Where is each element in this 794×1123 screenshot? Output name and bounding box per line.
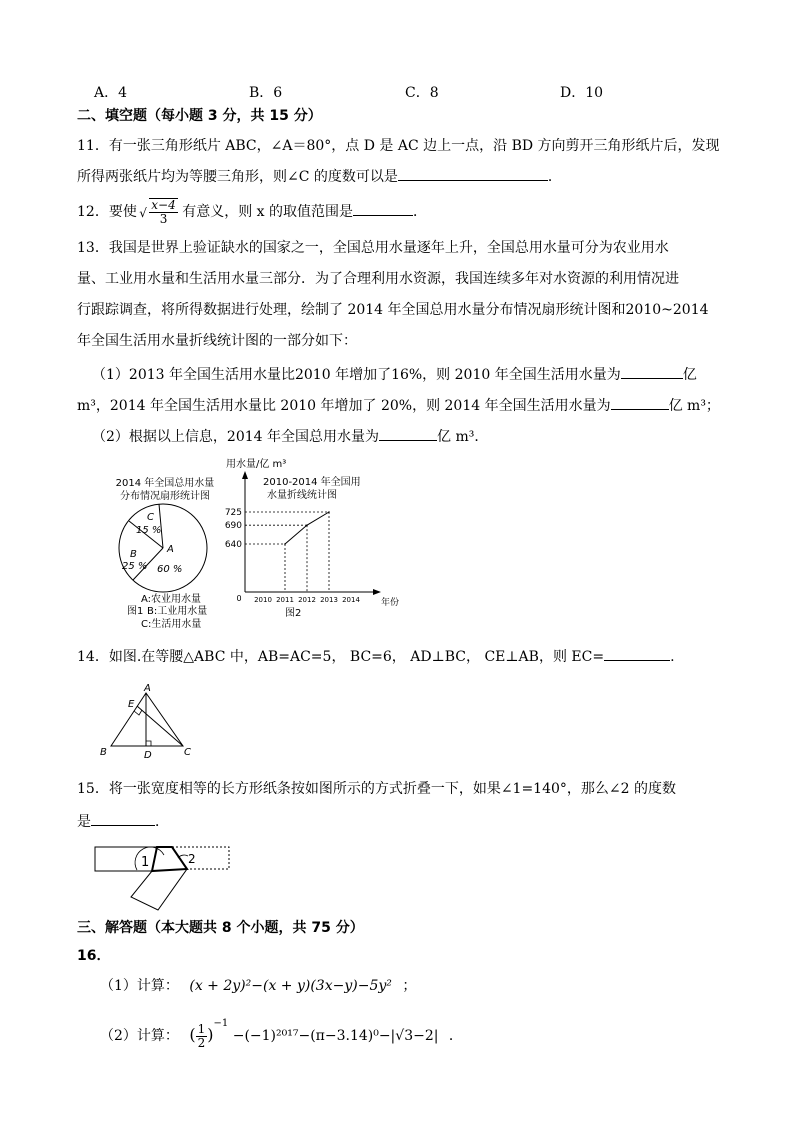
q16-p1-expression: (x + 2y)²−(x + y)(3x−y)−5y² bbox=[189, 978, 392, 994]
legend-b: B:工业用水量 bbox=[147, 606, 208, 617]
pie-label-a: A bbox=[167, 544, 174, 555]
vertex-c-label: C bbox=[184, 747, 191, 758]
q16-p2-fraction bbox=[196, 1023, 208, 1050]
pie-title-line2: 分布情况扇形统计图 bbox=[120, 491, 210, 502]
q15-answer-blank[interactable] bbox=[91, 810, 155, 826]
q12-pre: 12．要使 bbox=[77, 204, 137, 220]
q12-answer-blank[interactable] bbox=[353, 200, 413, 216]
q11-end: ． bbox=[547, 169, 562, 185]
right-angle-mark-d bbox=[146, 741, 151, 746]
angle-1-label: 1 bbox=[141, 855, 150, 870]
option-b: B．6 bbox=[249, 85, 283, 101]
q14-end: . bbox=[670, 649, 675, 665]
q12-end: ． bbox=[413, 204, 427, 220]
y-tick-label-690: 690 bbox=[224, 521, 242, 532]
q12-numerator: x−4 bbox=[151, 198, 176, 212]
q16-part1 bbox=[100, 976, 416, 996]
altitude-ce bbox=[137, 706, 183, 746]
chart-caption: 图2 bbox=[285, 608, 302, 619]
legend-a: A:农业用水量 bbox=[141, 594, 202, 605]
pie-label-b: B bbox=[130, 549, 137, 560]
section3-heading: 三、解答题（本大题共 8 个小题，共 75 分） bbox=[77, 920, 364, 936]
q12-denominator: 3 bbox=[159, 212, 168, 226]
chart-xlabel: 年份 bbox=[381, 598, 400, 608]
x-tick-label-2013: 2013 bbox=[320, 596, 338, 604]
q13-p1-text-c: m³，2014 年全国生活用水量比 2010 年增加了 20%，则 2014 年全国生活用水量为 bbox=[77, 398, 611, 414]
y-tick-label-640: 640 bbox=[224, 540, 242, 550]
q15-end: ． bbox=[155, 814, 169, 830]
data-point-2013 bbox=[328, 511, 330, 513]
option-a: A．4 bbox=[94, 85, 128, 101]
q13-line2: 量、工业用水量和生活用水量三部分．为了合理利用水资源，我国连续多年对水资源的利用情况进 bbox=[77, 271, 679, 287]
q13-p1-text-b: 亿 bbox=[682, 367, 697, 383]
q11-answer-blank[interactable] bbox=[398, 165, 548, 181]
pie-pct-b: 25 % bbox=[122, 561, 148, 572]
q14-answer-blank[interactable] bbox=[604, 645, 670, 661]
q16-p1-label: （1）计算： bbox=[100, 978, 179, 994]
pie-pct-c: 15 % bbox=[136, 525, 162, 536]
triangle-figure bbox=[95, 680, 205, 760]
vertex-b-label: B bbox=[100, 747, 107, 758]
q16-p1-end: ； bbox=[402, 978, 417, 994]
pie-caption: 图1 bbox=[127, 606, 144, 617]
chart-title-line1: 2010-2014 年全国用 bbox=[263, 477, 361, 488]
series-line bbox=[285, 512, 329, 544]
y-axis-arrow-icon bbox=[242, 471, 248, 479]
q16-p2-exponent: −1 bbox=[213, 1018, 229, 1029]
q13-part1-line2 bbox=[77, 394, 720, 416]
chart-title-line2: 水量折线统计图 bbox=[267, 490, 337, 501]
section2-heading: 二、填空题（每小题 3 分，共 15 分） bbox=[77, 108, 322, 124]
q12-post: 有意义，则 x 的取值范围是 bbox=[182, 204, 353, 220]
line-chart-figure bbox=[215, 455, 415, 625]
q13-p1-text-d: 亿 m³； bbox=[668, 398, 720, 414]
option-c: C．8 bbox=[405, 85, 439, 101]
data-point-2011 bbox=[284, 543, 286, 545]
q13-part1-line1 bbox=[92, 363, 697, 385]
q14-line bbox=[77, 645, 675, 667]
vertex-a-label: A bbox=[144, 683, 151, 694]
fold-region bbox=[152, 847, 187, 871]
q16-p2-label: （2）计算： bbox=[100, 1028, 179, 1044]
q11-line1: 11．有一张三角形纸片 ABC，∠A＝80°，点 D 是 AC 边上一点，沿 BD 方向剪开三角形纸片后，发现 bbox=[77, 138, 720, 154]
q11-line2 bbox=[77, 165, 562, 187]
q15-line1: 15．将一张宽度相等的长方形纸条按如图所示的方式折叠一下，如果∠1=140°，那么∠2 的度数 bbox=[77, 781, 676, 797]
q13-p2-text-b: 亿 m³． bbox=[437, 429, 489, 445]
sqrt-sign-icon: √ bbox=[139, 206, 147, 220]
folded-flap bbox=[131, 869, 187, 910]
close-paren-icon: ) bbox=[207, 1025, 214, 1044]
pie-pct-a: 60 % bbox=[157, 564, 183, 575]
q15-line2 bbox=[77, 810, 169, 832]
q16-p2-expression: −(−1)²⁰¹⁷−(π−3.14)⁰−|√3−2| bbox=[232, 1028, 439, 1044]
x-tick-label-2014: 2014 bbox=[342, 596, 360, 604]
right-angle-mark-e bbox=[134, 710, 142, 715]
point-d-label: D bbox=[144, 750, 152, 760]
x-tick-label-2011: 2011 bbox=[276, 596, 294, 604]
q16-p2-numerator: 1 bbox=[197, 1021, 206, 1036]
q16-p2-denominator: 2 bbox=[197, 1035, 206, 1050]
pie-title-line1: 2014 年全国总用水量 bbox=[115, 478, 215, 489]
q12-line bbox=[77, 198, 427, 226]
q12-fraction bbox=[149, 198, 177, 226]
point-e-label: E bbox=[128, 699, 135, 710]
q16-p2-end: ． bbox=[448, 1028, 463, 1044]
open-paren-icon: ( bbox=[189, 1025, 196, 1044]
q13-line4: 年全国生活用水量折线统计图的一部分如下： bbox=[77, 333, 357, 349]
x-tick-label-2010: 2010 bbox=[254, 596, 272, 604]
q14-text: 14．如图.在等腰△ABC 中，AB=AC=5， BC=6， AD⊥BC， CE⊥AB，则 EC= bbox=[77, 649, 605, 665]
q16-part2 bbox=[100, 1008, 463, 1052]
x-axis-arrow-icon bbox=[373, 589, 381, 595]
pie-label-c: C bbox=[147, 512, 154, 523]
q13-p1-text-a: （1）2013 年全国生活用水量比2010 年增加了16%，则 2010 年全国生活用水量为 bbox=[92, 367, 621, 383]
q13-p2-text-a: （2）根据以上信息，2014 年全国总用水量为 bbox=[92, 429, 379, 445]
angle-2-label: 2 bbox=[188, 852, 196, 866]
q13-line3: 行跟踪调查，将所得数据进行处理，绘制了 2014 年全国总用水量分布情况扇形统计图和2010~2014 bbox=[77, 302, 709, 318]
q15-text: 是 bbox=[77, 814, 91, 830]
q16-number: 16． bbox=[77, 948, 111, 964]
q12-sqrt-fraction bbox=[141, 198, 177, 226]
q11-text: 所得两张纸片均为等腰三角形，则∠C 的度数可以是 bbox=[77, 169, 398, 185]
chart-origin-label: 0 bbox=[236, 594, 242, 603]
q13-line1: 13．我国是世界上验证缺水的国家之一，全国总用水量逐年上升，全国总用水量可分为农业用水 bbox=[77, 240, 669, 256]
q13-blank-2014[interactable] bbox=[611, 394, 669, 410]
q13-part2-line bbox=[92, 425, 488, 447]
data-point-2012 bbox=[306, 524, 308, 526]
q13-blank-total[interactable] bbox=[379, 425, 437, 441]
legend-c: C:生活用水量 bbox=[141, 619, 202, 630]
triangle-abc bbox=[111, 693, 183, 746]
x-tick-label-2012: 2012 bbox=[298, 596, 316, 604]
angle-1-arc bbox=[135, 847, 164, 870]
option-d: D．10 bbox=[560, 85, 604, 101]
y-tick-label-725: 725 bbox=[224, 508, 242, 518]
chart-ylabel: 用水量/亿 m³ bbox=[226, 459, 287, 470]
folded-strip-figure bbox=[90, 838, 235, 913]
q13-blank-2010[interactable] bbox=[621, 363, 683, 379]
